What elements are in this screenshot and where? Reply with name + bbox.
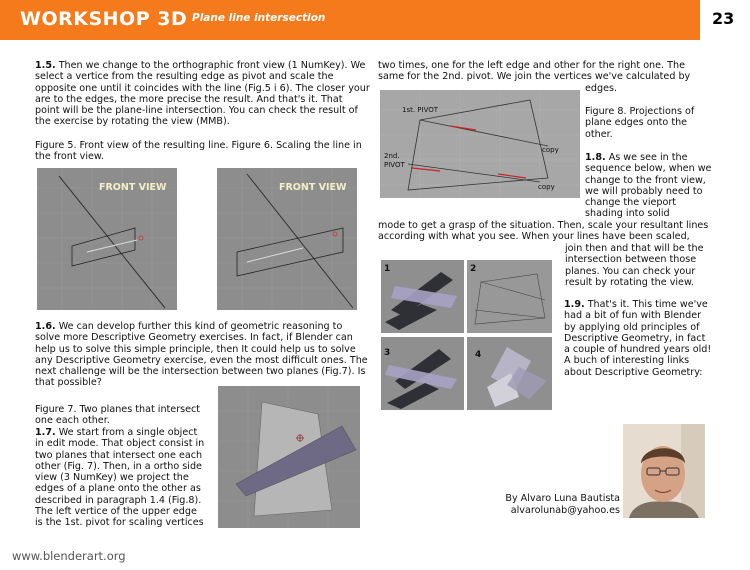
author-photo-drawing: [623, 424, 705, 518]
fig8-pivot1-label: 1st. PIVOT: [402, 106, 439, 114]
figure-5-drawing: [37, 168, 177, 310]
figure-7-image: [218, 386, 360, 528]
figure-5-6-caption: Figure 5. Front view of the resulting line. Figure 6. Scaling the line in the front view.: [35, 140, 362, 163]
figure-7-drawing: [218, 386, 360, 528]
paragraph-text: We start from a single object in edit mode. That object consist in two planes that intersect one each other (Fig. 7). Then, in a ortho side view (3 NumKey) we project the edges of a plane onto the other as described in paragraph 1.4 (Fig.8). The left vertice of the upper edge is the 1st. pivot for scaling vertices: [35, 427, 205, 529]
sequence-label-1: 1: [384, 264, 391, 274]
magazine-title: WORKSHOP 3D: [20, 8, 188, 30]
figure-8-caption: Figure 8. Projections of plane edges onto the other.: [585, 106, 695, 140]
section-number: 1.8.: [585, 152, 606, 163]
paragraph-text: We can develop further this kind of geometric reasoning to solve more Descriptive Geometry exercises. In fact, if Blender can help us to solve this simple principle, then It could help us to solve any Descriptive Geometry exercise, even the most difficult ones. The next challenge will be the intersection between two planes (Fig.7). Is that possible?: [35, 321, 368, 389]
author-byline: By Alvaro Luna Bautista: [505, 493, 620, 504]
sequence-3-drawing: [381, 337, 464, 410]
paragraph-1-8-cont: mode to get a grasp of the situation. Then, scale your resultant lines according with what you see. When your lines have been scaled,: [378, 220, 709, 243]
sequence-1-drawing: [381, 260, 464, 333]
sequence-2-drawing: [467, 260, 552, 333]
section-number: 1.9.: [564, 299, 585, 310]
sequence-image-4: [467, 337, 552, 410]
paragraph-text: As we see in the sequence below, when we change to the front view, we will probably need to change the vieport shading into solid: [585, 152, 712, 220]
figure-8-drawing: [380, 90, 580, 198]
sequence-label-2: 2: [470, 264, 477, 274]
paragraph-1-8-tail: join then and that will be the intersection between those planes. You can check your result by rotating the view.: [565, 243, 704, 288]
section-number: 1.7.: [35, 427, 56, 438]
sequence-image-3: [381, 337, 464, 410]
section-number: 1.6.: [35, 321, 56, 332]
header-bar: [0, 0, 700, 40]
section-title: Plane line intersection: [192, 12, 326, 24]
sequence-label-3: 3: [384, 348, 391, 358]
paragraph-text: That's it. This time we've had a bit of fun with Blender by applying old principles of Descriptive Geometry, in fact a couple of hundred years old! A buch of interesting links about Descriptive Geometry:: [564, 299, 712, 378]
figure-7-caption: Figure 7. Two planes that intersect one each other.: [35, 404, 201, 427]
sequence-4-drawing: [467, 337, 552, 410]
sequence-image-2: [467, 260, 552, 333]
paragraph-1-6: [35, 321, 370, 389]
paragraph-1-9: [564, 299, 712, 378]
figure-8-image: [380, 90, 580, 198]
paragraph-1-7: [35, 427, 207, 529]
section-number: 1.5.: [35, 60, 56, 71]
figure-5-label: FRONT VIEW: [99, 182, 167, 193]
author-block: [480, 493, 620, 517]
paragraph-text: Then we change to the orthographic front view (1 NumKey). We select a vertice from the resulting edge as pivot and scale the opposite one until it coincides with the line (Fig.5 i 6). The closer your are to the edges, the more precise the result. And that's it. That point will be the plane-line intersection. You can check the result of the exercise by rotating the view (MMB).: [35, 60, 370, 128]
fig8-copy2-label: copy: [538, 183, 555, 191]
figure-6-label: FRONT VIEW: [279, 182, 347, 193]
footer-url[interactable]: www.blenderart.org: [12, 549, 126, 563]
paragraph-1-7-cont: two times, one for the left edge and other for the right one. The same for the 2nd. pivot. We join the vertices we've calculated by: [378, 60, 691, 83]
page-number: 23: [712, 9, 735, 28]
sequence-label-4: 4: [475, 350, 482, 360]
figure-6-drawing: [217, 168, 357, 310]
figure-5-image: [37, 168, 177, 310]
sequence-image-1: [381, 260, 464, 333]
paragraph-1-5: [35, 60, 370, 128]
author-photo: [623, 424, 705, 518]
author-email[interactable]: alvarolunab@yahoo.es: [510, 505, 620, 516]
fig8-copy1-label: copy: [542, 146, 559, 154]
fig8-pivot2-label-a: 2nd.: [384, 152, 400, 160]
paragraph-1-8: [585, 152, 715, 220]
fig8-pivot2-label-b: PIVOT: [384, 161, 405, 169]
paragraph-1-7-last: edges.: [585, 83, 618, 94]
figure-6-image: [217, 168, 357, 310]
